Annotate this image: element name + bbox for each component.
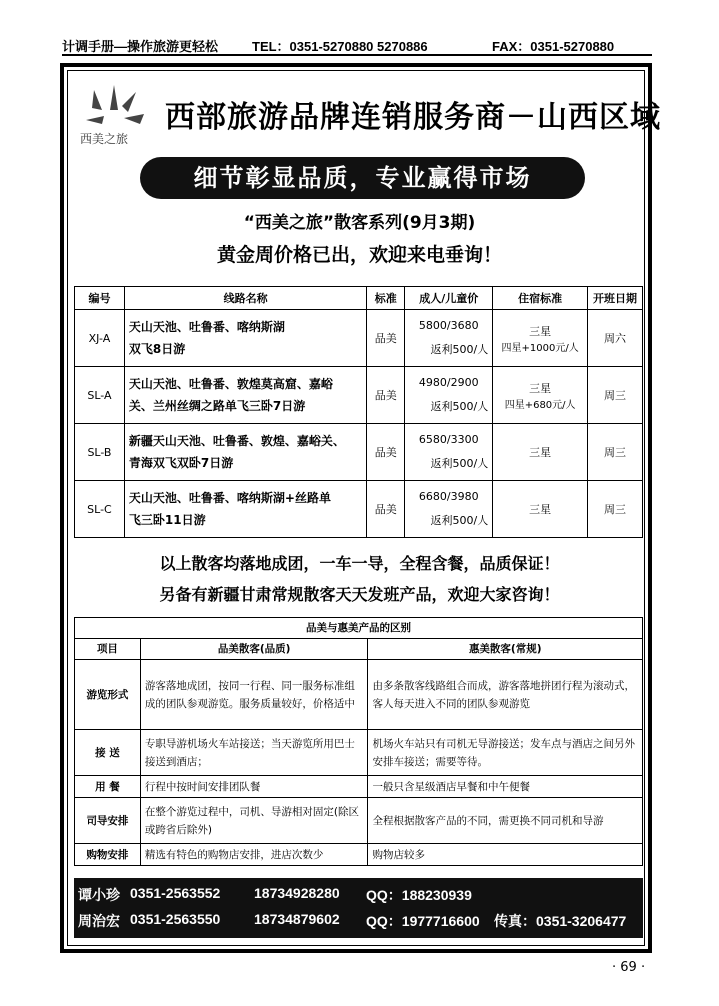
price-value: 4980/2900: [418, 376, 479, 389]
price-value: 6580/3300: [418, 433, 479, 446]
table-row: [75, 367, 643, 424]
route-name: [124, 424, 366, 481]
route-line2: 青海双飞双卧7日游: [128, 456, 234, 470]
route-day: 周三: [588, 481, 643, 538]
route-line2: 双飞8日游: [128, 342, 186, 356]
col-header: 开班日期: [588, 287, 643, 310]
col-header: 线路名称: [124, 287, 366, 310]
route-line1: 天山天池、吐鲁番、敦煌莫高窟、嘉峪: [128, 377, 333, 391]
route-price: [405, 310, 493, 367]
route-name: [124, 367, 366, 424]
contact-mobile: 18734879602: [254, 911, 340, 927]
contact-name: 周治宏: [78, 913, 120, 929]
route-day: 周三: [588, 367, 643, 424]
rebate: 返利500/人: [430, 514, 489, 527]
compare-pin: 专职导游机场火车站接送；当天游览所用巴士接送到酒店；: [140, 730, 368, 776]
page-number: · 69 ·: [612, 960, 646, 975]
routes-table: [74, 286, 643, 538]
table-row: [75, 776, 643, 798]
table-header-row: [75, 287, 643, 310]
contact-box: [74, 878, 643, 938]
route-hotel: [493, 367, 588, 424]
contact-mobile: 18734928280: [254, 885, 340, 901]
brand-title: 西部旅游品牌连销服务商－山西区域: [165, 100, 661, 135]
compare-hui: 购物店较多: [368, 844, 643, 866]
route-standard: 品美: [367, 367, 405, 424]
hotel-note: 四星+1000元/人: [501, 342, 579, 354]
route-code: SL-A: [75, 367, 125, 424]
page-header: [62, 34, 652, 56]
compare-table: [74, 617, 643, 866]
table-row: [75, 424, 643, 481]
route-code: XJ-A: [75, 310, 125, 367]
compare-hui: 一般只含星级酒店早餐和中午便餐: [368, 776, 643, 798]
compare-item: 购物安排: [75, 844, 141, 866]
compare-hui: 由多条散客线路组合而成，游客落地拼团行程为滚动式，客人每天进入不同的团队参观游览: [368, 660, 643, 730]
contact-fax: 传真：0351-3206477: [494, 913, 627, 929]
route-price: [405, 481, 493, 538]
route-line1: 新疆天山天池、吐鲁番、敦煌、嘉峪关、: [128, 434, 345, 448]
col-header: 标准: [367, 287, 405, 310]
header-fax: FAX：0351-5270880: [492, 39, 615, 54]
rebate: 返利500/人: [430, 457, 489, 470]
series-title: “西美之旅”散客系列(9月3期): [243, 213, 476, 233]
route-day: 周六: [588, 310, 643, 367]
hotel-standard: 三星: [529, 381, 552, 395]
rebate: 返利500/人: [430, 343, 489, 356]
contact-qq: QQ：1977716600: [366, 913, 480, 929]
route-price: [405, 424, 493, 481]
route-code: SL-B: [75, 424, 125, 481]
route-hotel: 三星: [493, 424, 588, 481]
note-guarantee: 以上散客均落地成团，一车一导，全程含餐，品质保证！: [159, 554, 560, 573]
table-row: [75, 798, 643, 844]
compare-item: 司导安排: [75, 798, 141, 844]
compare-hui: 全程根据散客产品的不同，需更换不同司机和导游: [368, 798, 643, 844]
golden-week-notice: 黄金周价格已出，欢迎来电垂询！: [216, 244, 502, 266]
hotel-standard: 三星: [529, 324, 552, 338]
table-row: [75, 844, 643, 866]
col-header: 项目: [75, 639, 141, 660]
table-row: [75, 481, 643, 538]
header-slogan: 计调手册—操作旅游更轻松: [62, 39, 219, 54]
col-header: 惠美散客(常规): [368, 639, 643, 660]
col-header: 编号: [75, 287, 125, 310]
brand-slogan: 细节彰显品质，专业赢得市场: [140, 157, 585, 199]
header-tel: TEL：0351-5270880 5270886: [252, 39, 428, 54]
route-line1: 天山天池、吐鲁番、喀纳斯湖+丝路单: [128, 491, 331, 505]
compare-item: 游览形式: [75, 660, 141, 730]
table-row: [75, 730, 643, 776]
route-hotel: [493, 310, 588, 367]
route-standard: 品美: [367, 310, 405, 367]
compare-pin: 精选有特色的购物店安排，进店次数少: [140, 844, 368, 866]
compare-pin: 在整个游览过程中，司机、导游相对固定(除区或跨省后除外): [140, 798, 368, 844]
route-line1: 天山天池、吐鲁番、喀纳斯湖: [128, 320, 285, 334]
price-value: 5800/3680: [418, 319, 479, 332]
col-header: 品美散客(品质): [140, 639, 368, 660]
route-price: [405, 367, 493, 424]
compare-hui: 机场火车站只有司机无导游接送；发车点与酒店之间另外安排车接送；需要等待。: [368, 730, 643, 776]
compare-item: 接 送: [75, 730, 141, 776]
rebate: 返利500/人: [430, 400, 489, 413]
contact-qq: QQ：188230939: [366, 887, 472, 903]
route-hotel: 三星: [493, 481, 588, 538]
route-name: [124, 481, 366, 538]
compare-pin: 行程中按时间安排团队餐: [140, 776, 368, 798]
route-name: [124, 310, 366, 367]
table-header-row: [75, 639, 643, 660]
logo-text: 西美之旅: [80, 132, 129, 146]
route-line2: 关、兰州丝绸之路单飞三卧7日游: [128, 399, 306, 413]
contact-phone: 0351-2563550: [130, 911, 221, 927]
col-header: 成人/儿童价: [405, 287, 493, 310]
route-standard: 品美: [367, 481, 405, 538]
note-regular-products: 另备有新疆甘肃常规散客天天发班产品，欢迎大家咨询！: [159, 585, 560, 604]
table-row: [75, 310, 643, 367]
price-value: 6680/3980: [418, 490, 479, 503]
contact-phone: 0351-2563552: [130, 885, 221, 901]
compare-pin: 游客落地成团，按同一行程、同一服务标准组成的团队参观游览。服务质量较好，价格适中: [140, 660, 368, 730]
route-line2: 飞三卧11日游: [128, 513, 206, 527]
compare-caption: 品美与惠美产品的区别: [75, 618, 643, 639]
compare-item: 用 餐: [75, 776, 141, 798]
route-standard: 品美: [367, 424, 405, 481]
hotel-note: 四星+680元/人: [504, 399, 576, 411]
route-day: 周三: [588, 424, 643, 481]
col-header: 住宿标准: [493, 287, 588, 310]
contact-name: 谭小珍: [78, 887, 120, 903]
table-row: [75, 660, 643, 730]
route-code: SL-C: [75, 481, 125, 538]
